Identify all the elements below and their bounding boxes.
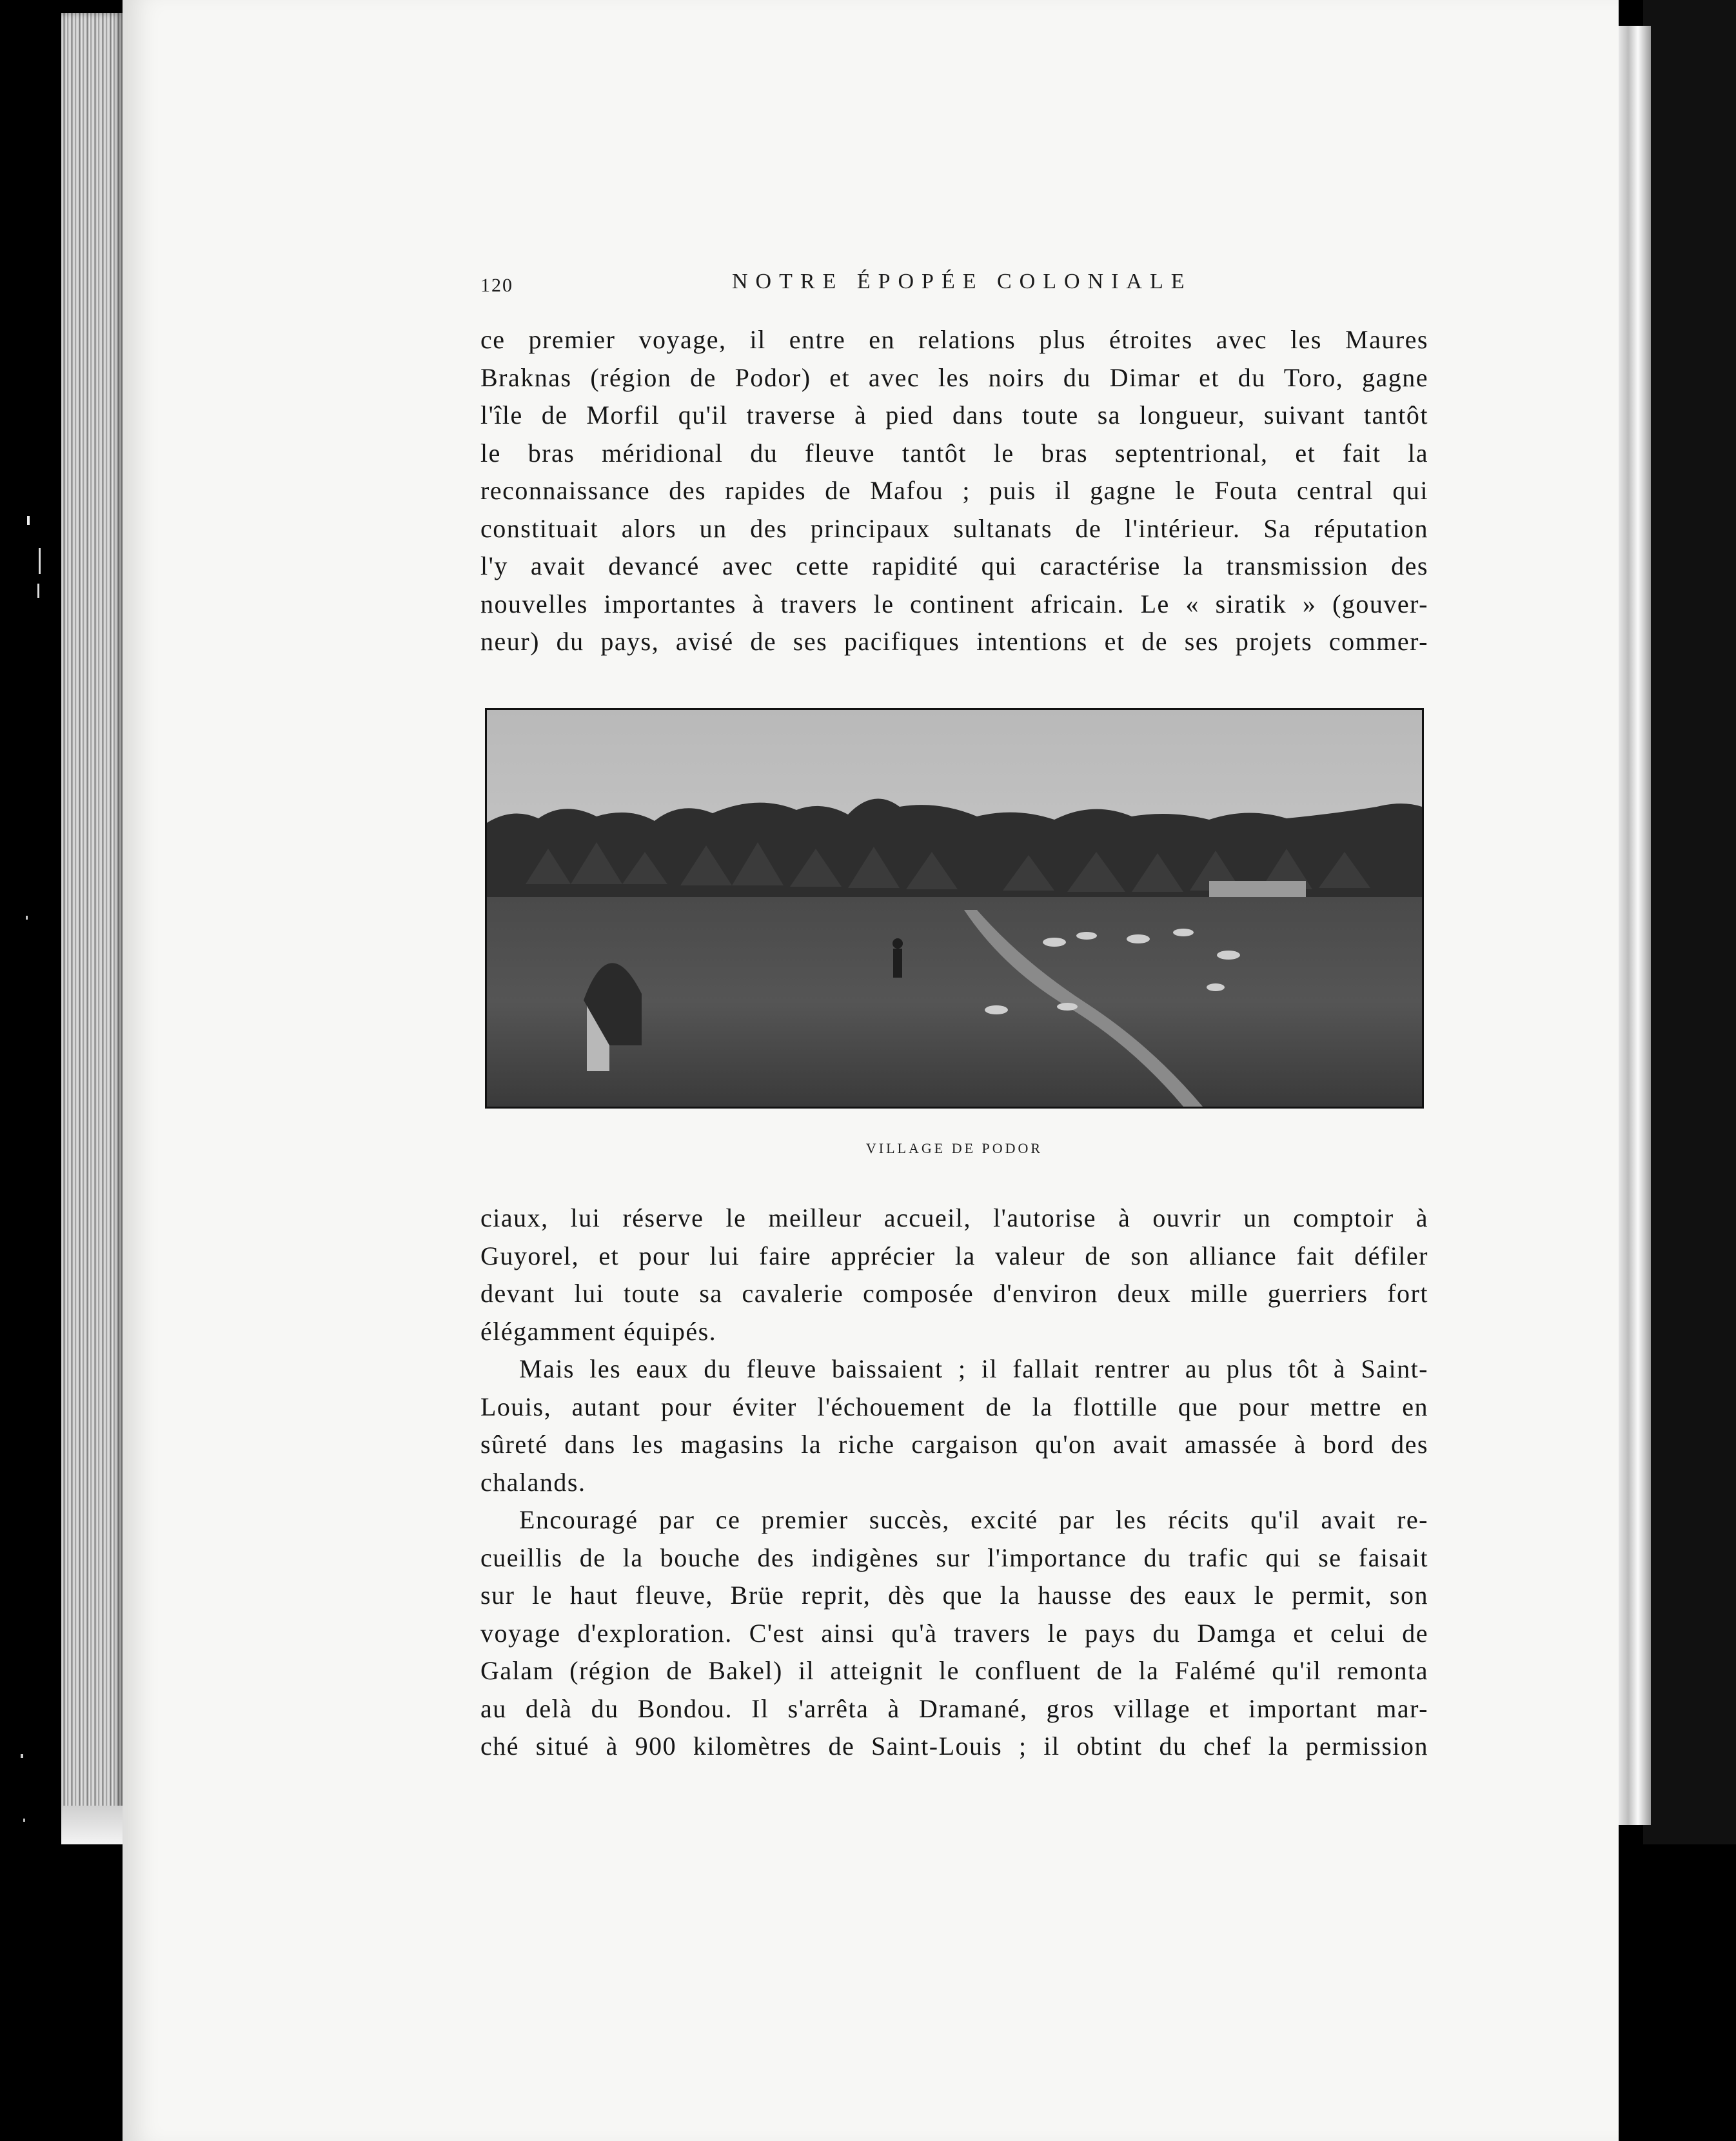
text-line: au delà du Bondou. Il s'arrêta à Dramané, gros village et important mar- <box>480 1693 1428 1723</box>
figure-caption: VILLAGE DE PODOR <box>865 1140 1043 1156</box>
text-line: Braknas (région de Podor) et avec les noirs du Dimar et du Toro, gagne <box>480 362 1428 392</box>
binding-shadow <box>1643 0 1736 1844</box>
stacked-page-edges <box>61 13 123 1819</box>
text-line: ché situé à 900 kilomètres de Saint-Louis ; il obtint du chef la permission <box>480 1732 1428 1761</box>
text-line: l'île de Morfil qu'il traverse à pied dans toute sa longueur, suivant tantôt <box>480 400 1428 429</box>
text-block-bottom <box>480 1199 1428 1766</box>
text-line: Mais les eaux du fleuve baissaient ; il fallait rentrer au plus tôt à Saint- <box>519 1354 1428 1383</box>
text-line: nouvelles importantes à travers le continent africain. Le « siratik » (gouver- <box>480 589 1428 618</box>
text-line: le bras méridional du fleuve tantôt le bras septentrional, et fait la <box>480 438 1428 468</box>
text-line: cueillis de la bouche des indigènes sur l'importance du trafic qui se faisait <box>480 1543 1428 1572</box>
text-line: l'y avait devancé avec cette rapidité qui caractérise la transmission des <box>480 551 1428 580</box>
text-line: sûreté dans les magasins la riche cargaison qu'on avait amassée à bord des <box>480 1430 1428 1459</box>
text-line: chalands. <box>480 1467 586 1497</box>
text-block-top <box>480 321 1428 661</box>
text-line: Galam (région de Bakel) il atteignit le confluent de la Falémé qu'il remonta <box>480 1656 1428 1685</box>
village-photograph <box>485 708 1424 1109</box>
book-binding-edge <box>1619 26 1651 1825</box>
text-line: reconnaissance des rapides de Mafou ; puis il gagne le Fouta central qui <box>480 476 1428 505</box>
text-line: devant lui toute sa cavalerie composée d'environ deux mille guerriers fort <box>480 1279 1428 1308</box>
text-line: Guyorel, et pour lui faire apprécier la valeur de son alliance fait défiler <box>480 1241 1428 1270</box>
running-head <box>480 270 1428 308</box>
page-number: 120 <box>480 275 513 296</box>
text-line: Encouragé par ce premier succès, excité par les récits qu'il avait re- <box>519 1505 1428 1534</box>
text-line: neur) du pays, avisé de ses pacifiques intentions et de ses projets commer- <box>480 627 1428 656</box>
text-line: Louis, autant pour éviter l'échouement de la flottille que pour mettre en <box>480 1392 1428 1421</box>
text-line: constituait alors un des principaux sultanats de l'intérieur. Sa réputation <box>480 513 1428 543</box>
text-line: élégamment équipés. <box>480 1316 717 1346</box>
text-line: ce premier voyage, il entre en relations plus étroites avec les Maures <box>480 325 1428 354</box>
text-line: ciaux, lui réserve le meilleur accueil, l'autorise à ouvrir un comptoir à <box>480 1203 1428 1232</box>
text-line: voyage d'exploration. C'est ainsi qu'à travers le pays du Damga et celui de <box>480 1618 1428 1648</box>
text-line: sur le haut fleuve, Brüe reprit, dès que la hausse des eaux le permit, son <box>480 1581 1428 1610</box>
scan-specks <box>13 0 64 2141</box>
running-title: NOTRE ÉPOPÉE COLONIALE <box>732 270 1192 293</box>
village-photo-illustration <box>487 710 1422 1107</box>
